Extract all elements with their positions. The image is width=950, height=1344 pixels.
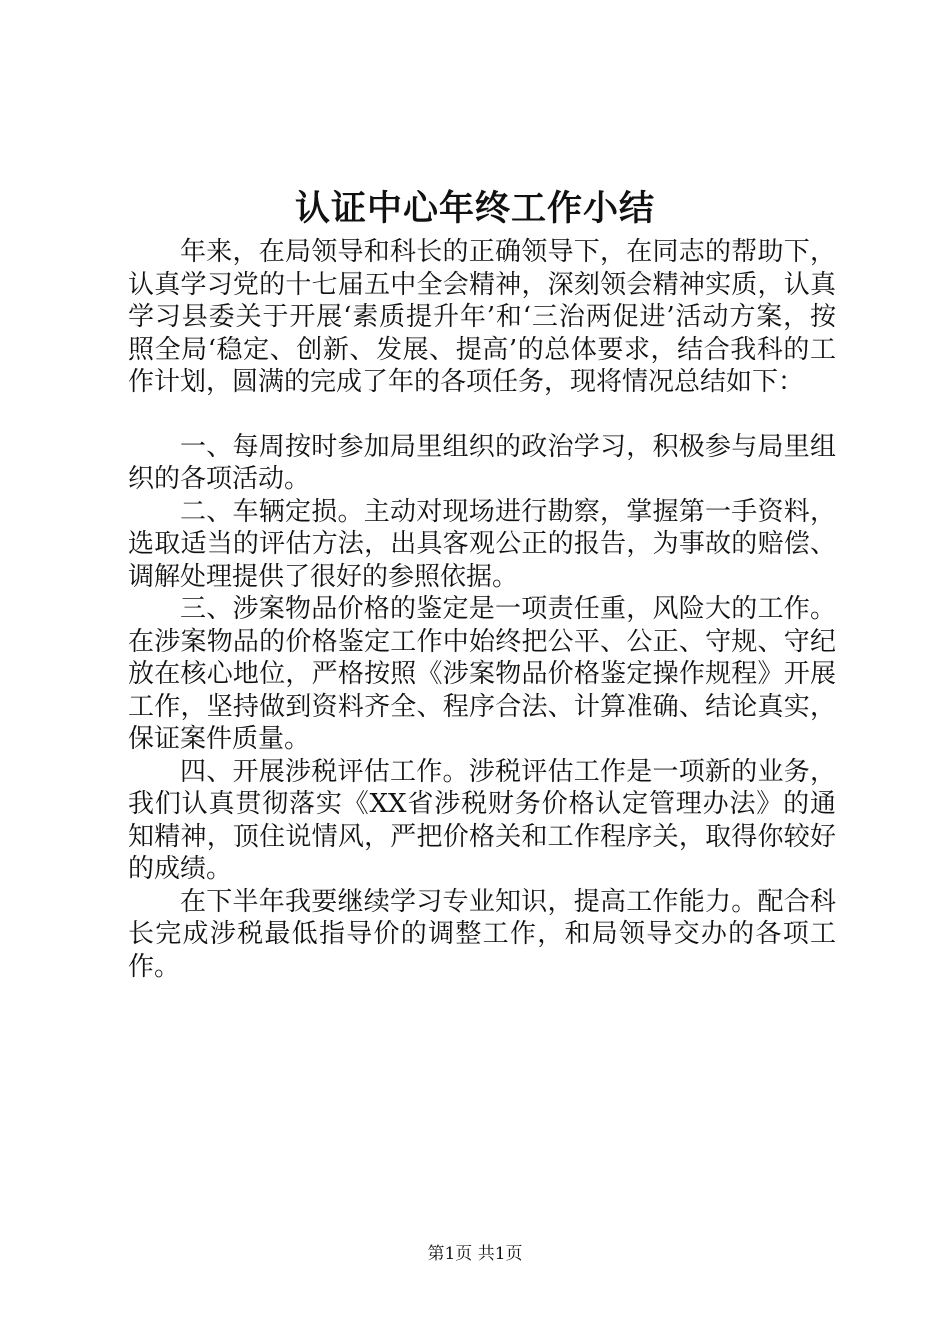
paragraph-item-3: 三、涉案物品价格的鉴定是一项责任重，风险大的工作。在涉案物品的价格鉴定工作中始终把公平、公正、守规、守纪放在核心地位，严格按照《涉案物品价格鉴定操作规程》开展工作，坚持做到资料齐全、程序合法、计算准确、结论真实，保证案件质量。 <box>128 594 836 754</box>
paragraph-item-2: 二、车辆定损。主动对现场进行勘察，掌握第一手资料，选取适当的评估方法，出具客观公正的报告，为事故的赔偿、调解处理提供了很好的参照依据。 <box>128 496 836 592</box>
page-number-footer: 第1页 共1页 <box>427 1244 523 1264</box>
paragraph-item-1: 一、每周按时参加局里组织的政治学习，积极参与局里组织的各项活动。 <box>128 431 836 494</box>
paragraph-conclusion: 在下半年我要继续学习专业知识，提高工作能力。配合科长完成涉税最低指导价的调整工作，和局领导交办的各项工作。 <box>128 886 836 982</box>
document-title: 认证中心年终工作小结 <box>294 188 655 229</box>
paragraph-item-4: 四、开展涉税评估工作。涉税评估工作是一项新的业务，我们认真贯彻落实《XX省涉税财务价格认定管理办法》的通知精神，顶住说情风，严把价格关和工作程序关，取得你较好的成绩。 <box>128 756 836 884</box>
paragraph-intro: 年来，在局领导和科长的正确领导下，在同志的帮助下，认真学习党的十七届五中全会精神，深刻领会精神实质，认真学习县委关于开展‘素质提升年’和‘三治两促进’活动方案，按照全局‘稳定、创新、发展、提高’的总体要求，结合我科的工作计划，圆满的完成了年的各项任务，现将情况总结如下： <box>128 237 836 397</box>
document-body <box>128 236 836 983</box>
